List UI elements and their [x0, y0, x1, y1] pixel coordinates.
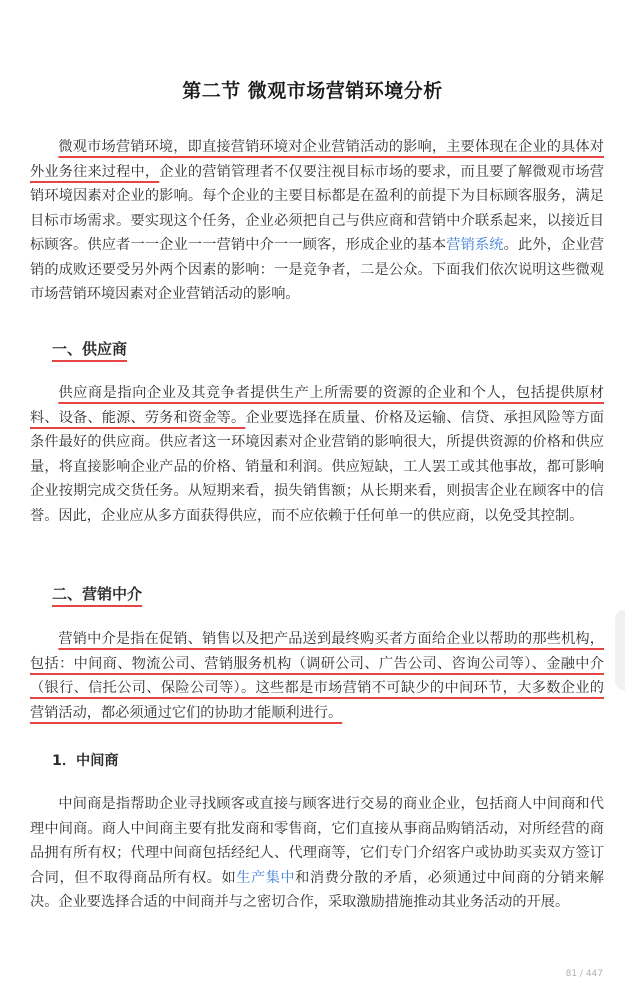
- intro-text-part1: 企业的营销管理者不仅要注视目标市场的要求，而且要了解微观市场营销环境因素对企业的影响。每个企业的主要目标都是在盈利的前提下为目标顾客服务，满足目标市场需求。要实现这个任务，企业必须把自己与供应商和营销中介联系起来，以接近目标顾客。供应者一一企业一一营销中介一一顾客，形成企业的基本: [30, 163, 604, 253]
- suppliers-underlined-text: 供应商是指向企业及其竞争者提供生产上所需要的资源的企业和个人，包括提供原材料、设备、能源、劳务和资金等。: [30, 385, 604, 426]
- production-concentration-link[interactable]: 生产集中: [236, 869, 296, 886]
- section-heading-suppliers: 一、供应商: [52, 340, 128, 358]
- marketing-system-link[interactable]: 营销系统: [446, 237, 504, 253]
- suppliers-paragraph: [30, 381, 604, 528]
- intro-underlined-text: 微观市场营销环境，即直接营销环境对企业营销活动的影响，主要体现在企业的具体对外业务往来过程中，: [30, 139, 604, 180]
- intermediaries-underlined-text: 营销中介是指在促销、销售以及把产品送到最终购买者方面给企业以帮助的那些机构，包括：中间商、物流公司、营销服务机构（调研公司、广告公司、咨询公司等）、金融中介（银行、信托公司、保险公司等）。这些都是市场营销不可缺少的中间环节，大多数企业的营销活动，都必须通过它们的协助才能顺利进行。: [30, 631, 604, 721]
- middlemen-text-part1: 中间商是指帮助企业寻找顾客或直接与顾客进行交易的商业企业，包括商人中间商和代理中间商。商人中间商主要有批发商和零售商，它们直接从事商品购销活动，对所经营的商品拥有所有权；代理中间商包括经纪人、代理商等，它们专门介绍客户或协助买卖双方签订合同，但不取得商品所有权。如: [30, 796, 604, 886]
- middlemen-paragraph: [30, 792, 604, 915]
- intro-paragraph: [30, 135, 604, 307]
- side-handle[interactable]: [615, 610, 625, 690]
- section-heading-intermediaries: 二、营销中介: [52, 585, 143, 603]
- page-number: 81 / 447: [565, 969, 603, 979]
- suppliers-text: 企业要选择在质量、价格及运输、信贷、承担风险等方面条件最好的供应商。供应者这一环境因素对企业营销的影响很大，所提供资源的价格和供应量，将直接影响企业产品的价格、销量和利润。供应短缺，工人罢工或其他事故，都可影响企业按期完成交货任务。从短期来看，损失销售额；从长期来看，则损害企业在顾客中的信誉。因此，企业应从多方面获得供应，而不应依赖于任何单一的供应商，以免受其控制。: [30, 409, 604, 524]
- subsection-heading-middlemen: 1．中间商: [52, 753, 119, 769]
- page-title: 第二节 微观市场营销环境分析: [182, 80, 443, 102]
- middlemen-text-part2: 和消费分散的矛盾，必须通过中间商的分销来解决。企业要选择合适的中间商并与之密切合作，采取激励措施推动其业务活动的开展。: [30, 869, 604, 910]
- intermediaries-paragraph: [30, 627, 604, 725]
- intro-text-part2: 。此外，企业营销的成败还要受另外两个因素的影响：一是竞争者，二是公众。下面我们依次说明这些微观市场营销环境因素对企业营销活动的影响。: [30, 237, 604, 302]
